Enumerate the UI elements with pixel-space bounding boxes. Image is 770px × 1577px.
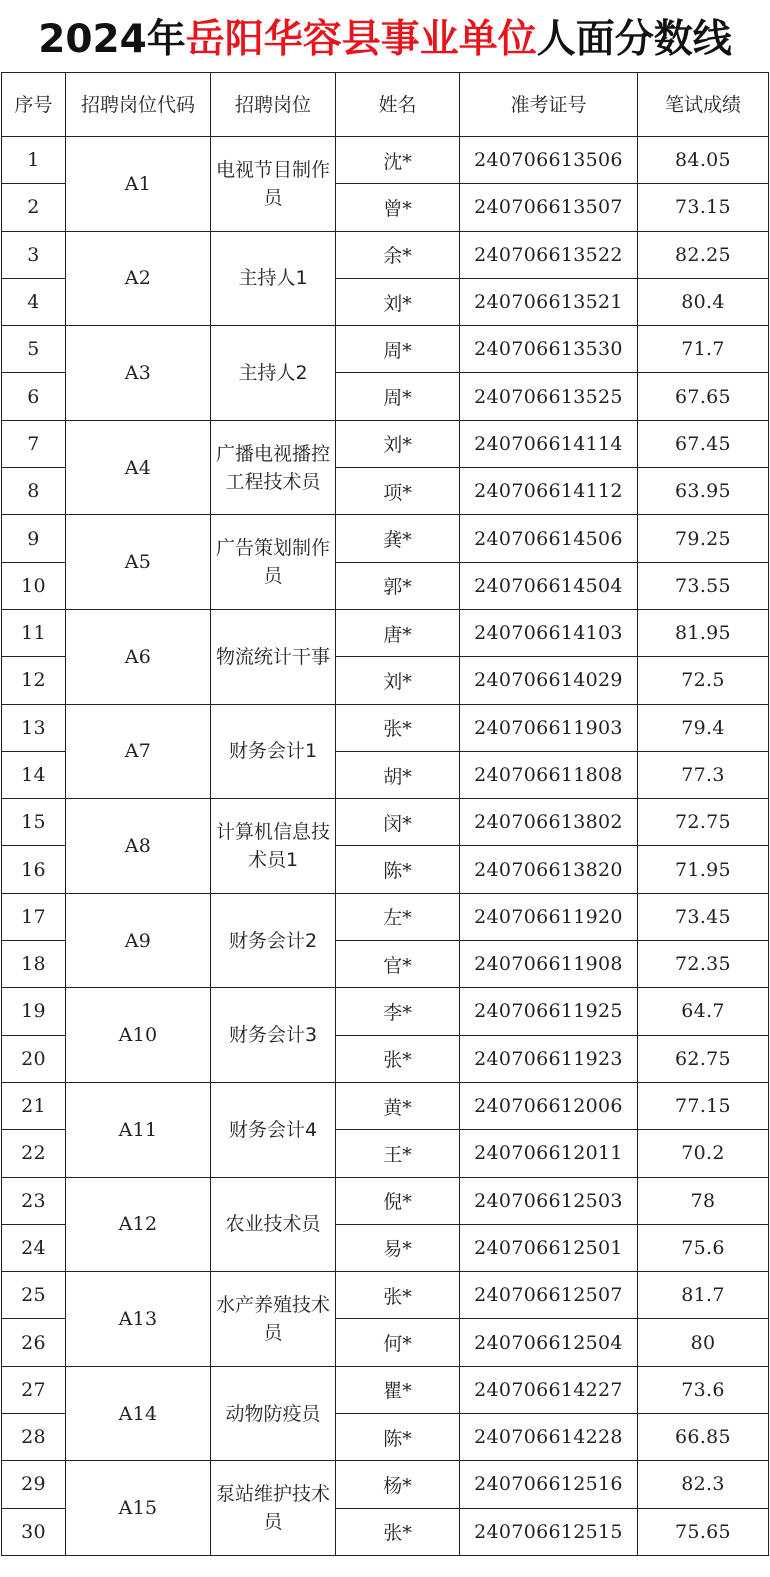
score-cell: 73.15 xyxy=(638,184,769,231)
table-row xyxy=(2,231,769,278)
position-code-cell: A6 xyxy=(66,609,211,704)
ticket-cell: 240706613522 xyxy=(460,231,638,278)
score-cell: 79.4 xyxy=(638,704,769,751)
ticket-cell: 240706614227 xyxy=(460,1366,638,1413)
title-year: 2024年 xyxy=(38,17,186,62)
score-cell: 73.55 xyxy=(638,562,769,609)
position-cell: 计算机信息技术员1 xyxy=(211,799,336,894)
serial-cell: 23 xyxy=(2,1177,66,1224)
header-serial: 序号 xyxy=(2,73,66,137)
name-cell: 曾* xyxy=(336,184,460,231)
name-cell: 周* xyxy=(336,373,460,420)
serial-cell: 6 xyxy=(2,373,66,420)
position-cell: 财务会计2 xyxy=(211,893,336,988)
score-cell: 75.65 xyxy=(638,1508,769,1555)
serial-cell: 25 xyxy=(2,1272,66,1319)
header-ticket-number: 准考证号 xyxy=(460,73,638,137)
name-cell: 杨* xyxy=(336,1461,460,1508)
position-code-cell: A9 xyxy=(66,893,211,988)
name-cell: 易* xyxy=(336,1224,460,1271)
name-cell: 官* xyxy=(336,941,460,988)
name-cell: 项* xyxy=(336,468,460,515)
table-row xyxy=(2,988,769,1035)
name-cell: 刘* xyxy=(336,657,460,704)
ticket-cell: 240706613820 xyxy=(460,846,638,893)
position-code-cell: A10 xyxy=(66,988,211,1083)
table-header xyxy=(2,73,769,137)
ticket-cell: 240706614228 xyxy=(460,1414,638,1461)
serial-cell: 30 xyxy=(2,1508,66,1555)
score-cell: 73.6 xyxy=(638,1366,769,1413)
name-cell: 倪* xyxy=(336,1177,460,1224)
position-code-cell: A1 xyxy=(66,137,211,232)
ticket-cell: 240706612515 xyxy=(460,1508,638,1555)
name-cell: 郭* xyxy=(336,562,460,609)
position-cell: 财务会计4 xyxy=(211,1082,336,1177)
name-cell: 左* xyxy=(336,893,460,940)
serial-cell: 21 xyxy=(2,1082,66,1129)
serial-cell: 18 xyxy=(2,941,66,988)
table-row xyxy=(2,326,769,373)
serial-cell: 10 xyxy=(2,562,66,609)
ticket-cell: 240706611920 xyxy=(460,893,638,940)
ticket-cell: 240706612504 xyxy=(460,1319,638,1366)
score-cell: 71.95 xyxy=(638,846,769,893)
serial-cell: 13 xyxy=(2,704,66,751)
name-cell: 余* xyxy=(336,231,460,278)
name-cell: 闵* xyxy=(336,799,460,846)
score-cell: 81.95 xyxy=(638,609,769,656)
name-cell: 瞿* xyxy=(336,1366,460,1413)
page-title xyxy=(0,0,770,72)
ticket-cell: 240706613530 xyxy=(460,326,638,373)
serial-cell: 16 xyxy=(2,846,66,893)
score-cell: 75.6 xyxy=(638,1224,769,1271)
ticket-cell: 240706613507 xyxy=(460,184,638,231)
table-body xyxy=(2,137,769,1556)
name-cell: 张* xyxy=(336,1035,460,1082)
header-position: 招聘岗位 xyxy=(211,73,336,137)
ticket-cell: 240706614504 xyxy=(460,562,638,609)
table-row xyxy=(2,799,769,846)
table-row xyxy=(2,1461,769,1508)
serial-cell: 14 xyxy=(2,751,66,798)
score-cell: 64.7 xyxy=(638,988,769,1035)
header-written-score: 笔试成绩 xyxy=(638,73,769,137)
ticket-cell: 240706611923 xyxy=(460,1035,638,1082)
title-region: 岳阳华容县事业单位 xyxy=(185,17,537,62)
score-table xyxy=(1,72,769,1556)
serial-cell: 1 xyxy=(2,137,66,184)
score-cell: 77.3 xyxy=(638,751,769,798)
serial-cell: 20 xyxy=(2,1035,66,1082)
score-cell: 82.25 xyxy=(638,231,769,278)
table-row xyxy=(2,1177,769,1224)
name-cell: 张* xyxy=(336,704,460,751)
ticket-cell: 240706614114 xyxy=(460,420,638,467)
score-cell: 62.75 xyxy=(638,1035,769,1082)
position-code-cell: A15 xyxy=(66,1461,211,1556)
serial-cell: 8 xyxy=(2,468,66,515)
score-cell: 79.25 xyxy=(638,515,769,562)
position-cell: 广告策划制作员 xyxy=(211,515,336,610)
score-cell: 72.5 xyxy=(638,657,769,704)
position-cell: 电视节目制作员 xyxy=(211,137,336,232)
serial-cell: 7 xyxy=(2,420,66,467)
title-subject: 人面分数线 xyxy=(536,17,732,62)
score-cell: 77.15 xyxy=(638,1082,769,1129)
position-cell: 水产养殖技术员 xyxy=(211,1272,336,1367)
ticket-cell: 240706613525 xyxy=(460,373,638,420)
table-row xyxy=(2,1366,769,1413)
ticket-cell: 240706613802 xyxy=(460,799,638,846)
score-cell: 72.75 xyxy=(638,799,769,846)
table-row xyxy=(2,893,769,940)
serial-cell: 5 xyxy=(2,326,66,373)
table-row xyxy=(2,137,769,184)
score-cell: 72.35 xyxy=(638,941,769,988)
header-name: 姓名 xyxy=(336,73,460,137)
serial-cell: 27 xyxy=(2,1366,66,1413)
serial-cell: 19 xyxy=(2,988,66,1035)
serial-cell: 15 xyxy=(2,799,66,846)
serial-cell: 24 xyxy=(2,1224,66,1271)
name-cell: 何* xyxy=(336,1319,460,1366)
serial-cell: 3 xyxy=(2,231,66,278)
score-cell: 78 xyxy=(638,1177,769,1224)
score-cell: 80.4 xyxy=(638,278,769,325)
position-code-cell: A7 xyxy=(66,704,211,799)
name-cell: 刘* xyxy=(336,278,460,325)
name-cell: 沈* xyxy=(336,137,460,184)
position-code-cell: A14 xyxy=(66,1366,211,1461)
serial-cell: 22 xyxy=(2,1130,66,1177)
header-position-code: 招聘岗位代码 xyxy=(66,73,211,137)
serial-cell: 28 xyxy=(2,1414,66,1461)
position-cell: 主持人1 xyxy=(211,231,336,326)
ticket-cell: 240706612516 xyxy=(460,1461,638,1508)
score-cell: 81.7 xyxy=(638,1272,769,1319)
ticket-cell: 240706611908 xyxy=(460,941,638,988)
score-cell: 67.45 xyxy=(638,420,769,467)
position-cell: 主持人2 xyxy=(211,326,336,421)
ticket-cell: 240706614112 xyxy=(460,468,638,515)
position-code-cell: A3 xyxy=(66,326,211,421)
score-cell: 66.85 xyxy=(638,1414,769,1461)
position-cell: 农业技术员 xyxy=(211,1177,336,1272)
serial-cell: 4 xyxy=(2,278,66,325)
name-cell: 王* xyxy=(336,1130,460,1177)
name-cell: 周* xyxy=(336,326,460,373)
name-cell: 陈* xyxy=(336,1414,460,1461)
table-row xyxy=(2,609,769,656)
score-cell: 67.65 xyxy=(638,373,769,420)
ticket-cell: 240706612501 xyxy=(460,1224,638,1271)
position-cell: 物流统计干事 xyxy=(211,609,336,704)
name-cell: 胡* xyxy=(336,751,460,798)
name-cell: 陈* xyxy=(336,846,460,893)
ticket-cell: 240706612503 xyxy=(460,1177,638,1224)
position-code-cell: A12 xyxy=(66,1177,211,1272)
score-cell: 80 xyxy=(638,1319,769,1366)
ticket-cell: 240706613521 xyxy=(460,278,638,325)
name-cell: 黄* xyxy=(336,1082,460,1129)
table-row xyxy=(2,1082,769,1129)
ticket-cell: 240706612011 xyxy=(460,1130,638,1177)
position-code-cell: A13 xyxy=(66,1272,211,1367)
ticket-cell: 240706614506 xyxy=(460,515,638,562)
serial-cell: 17 xyxy=(2,893,66,940)
position-cell: 财务会计1 xyxy=(211,704,336,799)
table-row xyxy=(2,420,769,467)
score-cell: 63.95 xyxy=(638,468,769,515)
name-cell: 张* xyxy=(336,1508,460,1555)
position-code-cell: A8 xyxy=(66,799,211,894)
position-cell: 泵站维护技术员 xyxy=(211,1461,336,1556)
serial-cell: 9 xyxy=(2,515,66,562)
name-cell: 李* xyxy=(336,988,460,1035)
ticket-cell: 240706614103 xyxy=(460,609,638,656)
serial-cell: 29 xyxy=(2,1461,66,1508)
ticket-cell: 240706611925 xyxy=(460,988,638,1035)
position-cell: 财务会计3 xyxy=(211,988,336,1083)
name-cell: 张* xyxy=(336,1272,460,1319)
serial-cell: 12 xyxy=(2,657,66,704)
serial-cell: 11 xyxy=(2,609,66,656)
ticket-cell: 240706611808 xyxy=(460,751,638,798)
score-cell: 82.3 xyxy=(638,1461,769,1508)
position-code-cell: A11 xyxy=(66,1082,211,1177)
position-cell: 动物防疫员 xyxy=(211,1366,336,1461)
table-row xyxy=(2,1272,769,1319)
serial-cell: 26 xyxy=(2,1319,66,1366)
name-cell: 唐* xyxy=(336,609,460,656)
score-cell: 84.05 xyxy=(638,137,769,184)
score-cell: 70.2 xyxy=(638,1130,769,1177)
ticket-cell: 240706612507 xyxy=(460,1272,638,1319)
score-cell: 73.45 xyxy=(638,893,769,940)
table-row xyxy=(2,704,769,751)
table-row xyxy=(2,515,769,562)
ticket-cell: 240706612006 xyxy=(460,1082,638,1129)
position-code-cell: A5 xyxy=(66,515,211,610)
position-code-cell: A2 xyxy=(66,231,211,326)
ticket-cell: 240706613506 xyxy=(460,137,638,184)
name-cell: 刘* xyxy=(336,420,460,467)
ticket-cell: 240706614029 xyxy=(460,657,638,704)
position-cell: 广播电视播控工程技术员 xyxy=(211,420,336,515)
name-cell: 龚* xyxy=(336,515,460,562)
score-cell: 71.7 xyxy=(638,326,769,373)
ticket-cell: 240706611903 xyxy=(460,704,638,751)
position-code-cell: A4 xyxy=(66,420,211,515)
serial-cell: 2 xyxy=(2,184,66,231)
